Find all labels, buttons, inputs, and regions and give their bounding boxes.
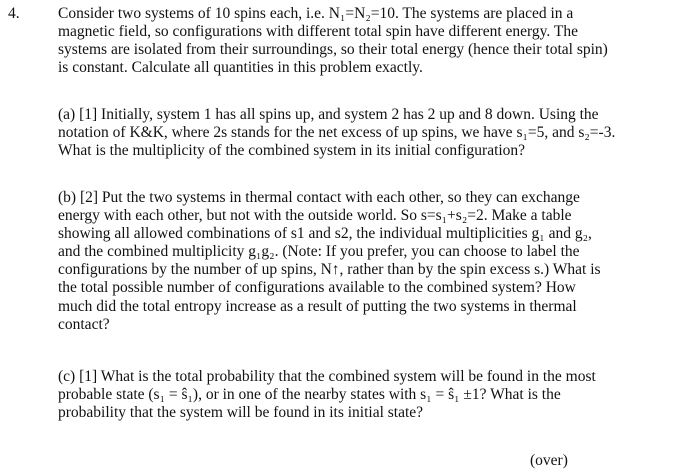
text-line: (a) [1] Initially, system 1 has all spins up, and system 2 has 2 up and 8 down. Using the (58, 106, 599, 123)
problem-statement (58, 5, 688, 77)
text-line: energy with each other, but not with the outside world. So s=s₁+s₂=2. Make a table (58, 207, 572, 225)
text-line: much did the total entropy increase as a result of putting the two systems in thermal (58, 297, 577, 315)
text-line: What is the multiplicity of the combined system in its initial configuration? (58, 142, 526, 160)
over-label: (over) (530, 452, 568, 469)
problem-number: 4. (8, 5, 20, 22)
part-b (58, 189, 688, 334)
text-line: Consider two systems of 10 spins each, i.e. N₁=N₂=10. The systems are placed in a (58, 5, 574, 22)
text-line: probability that the system will be found in its initial state? (58, 404, 424, 422)
text-line: systems are isolated from their surroundings, so their total energy (hence their total spin) (58, 41, 608, 59)
text-line: and the combined multiplicity g₁g₂. (Note: If you prefer, you can choose to label the (58, 243, 580, 261)
part-c (58, 368, 688, 422)
text-line: notation of K&K, where 2s stands for the net excess of up spins, we have s₁=5, and s₂=-3. (58, 124, 616, 142)
text-line: showing all allowed combinations of s1 and s2, the individual multiplicities g₁ and g₂, (58, 225, 592, 243)
text-line: contact? (58, 315, 110, 333)
text-line: is constant. Calculate all quantities in this problem exactly. (58, 59, 423, 77)
part-a (58, 106, 688, 160)
text-line: the total possible number of configurations available to the combined system? How (58, 279, 576, 297)
text-line: configurations by the number of up spins, N↑, rather than by the spin excess s.) What is (58, 261, 601, 279)
text-line: (b) [2] Put the two systems in thermal contact with each other, so they can exchange (58, 189, 580, 206)
text-line: magnetic field, so configurations with different total spin have different energy. The (58, 23, 578, 41)
text-line: (c) [1] What is the total probability that the combined system will be found in the most (58, 368, 596, 385)
text-line: probable state (s₁ = ŝ₁), or in one of the nearby states with s₁ = ŝ₁ ±1? What is the (58, 386, 561, 404)
